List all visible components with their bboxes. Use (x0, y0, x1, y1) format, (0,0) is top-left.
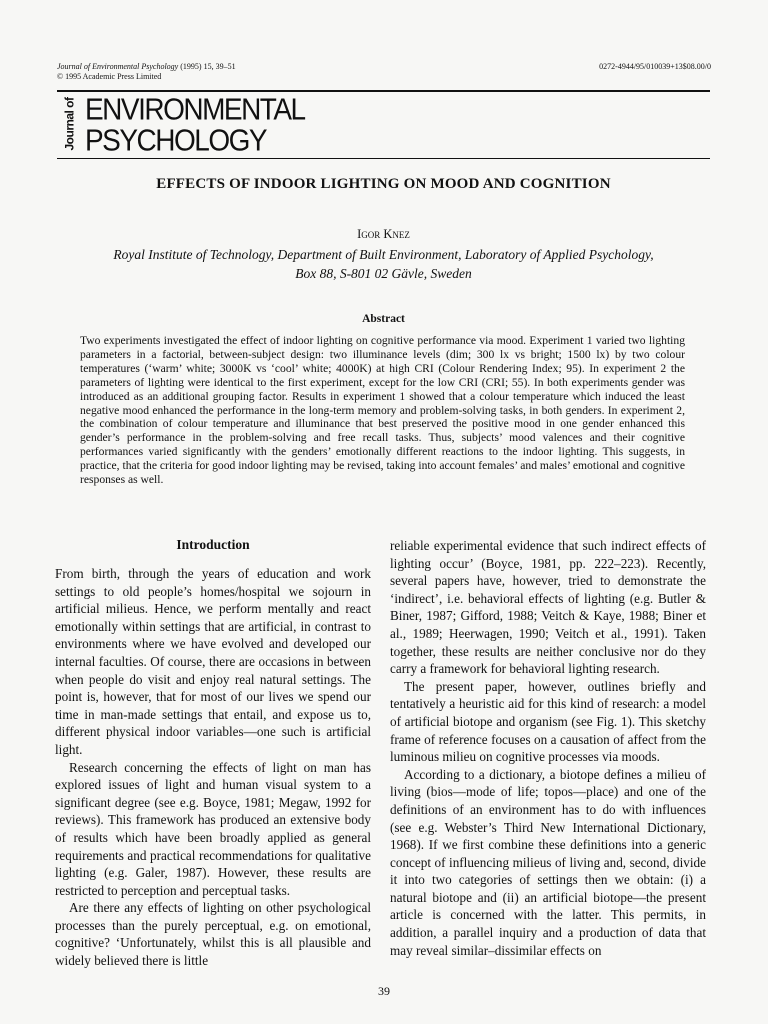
article-author: Igor Knez (357, 227, 410, 241)
abstract-heading: Abstract (362, 313, 405, 325)
masthead-word-psychology: PSYCHOLOGY (85, 122, 267, 157)
journal-masthead (57, 91, 305, 157)
article-title: EFFECTS OF INDOOR LIGHTING ON MOOD AND COGNITION (156, 176, 611, 192)
paragraph: From birth, through the years of education and work settings to old people’s homes/hospital we sojourn in artificial milieus. Hence, we perform mentally and react emotionally within settings that are artificial, in contrast to environments where we have evolved and developed our internal faculties. Of course, there are occasions in between when people do visit and enjoy real natural settings. The point is, however, that for most of our lives we spend our time in man-made settings that entail, and expose us to, different physical indoor variables—one such is artificial light. (55, 566, 371, 757)
paragraph: The present paper, however, outlines briefly and tentatively a heuristic aid for this kind of research: a model of artificial biotope and organism (see Fig. 1). This sketchy frame of reference focuses on a causation of affect from the luminous milieu on cognitive processes via moods. (390, 678, 706, 765)
journal-name: Journal of Environmental Psychology (57, 62, 179, 71)
paragraph: According to a dictionary, a biotope defines a milieu of living (bios—mode of life; topos—place) and one of the definitions of an environment has to do with influences (see e.g. Webster’s Third New International Dictionary, 1968). If we first combine these definitions into a generic concept of influencing milieus of living and, second, divide it into two categories of settings then we obtain: (i) a natural biotope and (ii) an artificial biotope—the present article is concerned with the latter. This permits, in addition, a parallel inquiry and a production of data that may reveal similar–dissimilar effects on (390, 766, 706, 958)
abstract-text: Two experiments investigated the effect of indoor lighting on cognitive performance via mood. Experiment 1 varied two lighting parameters in a factorial, between-subject design: two illuminance levels (dim; 300 lx vs bright; 1500 lx) by two colour temperatures (‘warm’ white; 3000K vs ‘cool’ white; 4000K) at high CRI (Colour Rendering Index; 95). In experiment 2 the parameters of lighting were identical to the first experiment, except for the low CRI (CRI; 55). In both experiments gender was introduced as an additional grouping factor. Results in experiment 1 showed that a colour temperature which induced the least negative mood enhanced the performance in the long-term memory and problem-solving tasks, in both genders. In experiment 2, the combination of colour temperature and illuminance that best preserved the positive mood in one gender enhanced this gender’s performance in the problem-solving and free recall tasks. Thus, subjects’ mood valences and their cognitive performances varied significantly with the genders’ emotionally different reactions to the indoor lighting. This suggests, in practice, that the criteria for good indoor lighting may be revised, taking into account females’ and males’ emotional and cognitive responses as well. (80, 334, 685, 487)
paragraph: Research concerning the effects of light on man has explored issues of light and human visual system to a significant degree (see e.g. Boyce, 1981; Megaw, 1992 for reviews). This framework has produced an extensive body of results which have been broadly applied as general requirements and practical recommendations for qualitative lighting (e.g. Galer, 1987). However, these results are restricted to perception and perceptual tasks. (55, 759, 371, 898)
masthead-side-text: Journal of (62, 97, 77, 151)
section-heading-introduction: Introduction (176, 537, 250, 552)
affiliation-line-2: Box 88, S-801 02 Gävle, Sweden (295, 266, 472, 281)
masthead-word-environmental: ENVIRONMENTAL (85, 91, 305, 126)
right-column (390, 537, 706, 959)
header-rule-bottom (57, 158, 710, 159)
page-number: 39 (378, 984, 390, 998)
author-affiliation (57, 245, 710, 283)
paragraph: reliable experimental evidence that such indirect effects of lighting occur’ (Boyce, 1981, pp. 222–223). Recently, several papers have, however, tried to demonstrate the ‘indirect’, i.e. behavioral effects of lighting (e.g. Butler & Biner, 1987; Gifford, 1988; Veitch & Kaye, 1988; Biner et al., 1989; Heerwagen, 1990; Veitch et al., 1991). Taken together, these results are neither conclusive nor do they carry a framework for behavioral lighting research. (390, 538, 706, 677)
copyright-line: © 1995 Academic Press Limited (57, 72, 162, 81)
journal-citation (57, 62, 236, 82)
journal-volume: (1995) 15, 39–51 (178, 62, 236, 71)
affiliation-line-1: Royal Institute of Technology, Department of Built Environment, Laboratory of Applied Psychology, (113, 247, 654, 262)
paragraph: Are there any effects of lighting on other psychological processes than the purely perceptual, e.g. on emotional, cognitive? ‘Unfortunately, whilst this is all plausible and widely believed there is little (55, 900, 371, 969)
left-column (55, 537, 371, 970)
article-code: 0272-4944/95/010039+13$08.00/0 (599, 62, 711, 71)
